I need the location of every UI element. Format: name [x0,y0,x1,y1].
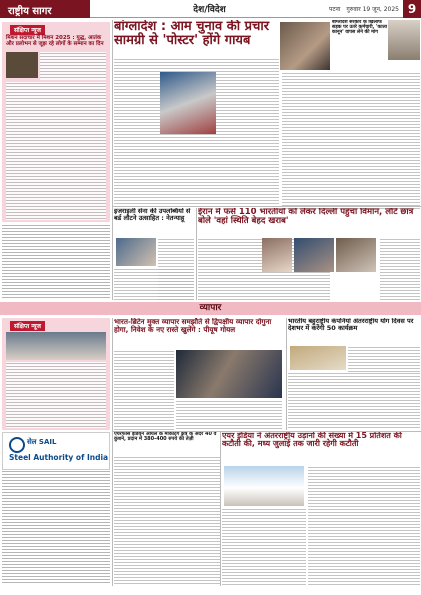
section-title: देश/विदेश [90,0,329,18]
portrait-photo [388,20,420,60]
iran-photo-2 [294,238,334,272]
sail-name: Steel Authority of India [9,453,109,462]
city-label: पटना [329,5,341,13]
masthead-meta [329,0,403,18]
body-text [288,372,420,430]
body-text [2,470,110,585]
business-banner: व्यापार [0,302,421,315]
lead-headline: बांग्लादेश : आम चुनाव की प्रचार सामग्री से 'पोस्टर' होंगे गायब [114,20,270,48]
air-india-headline: एयर इंडिया ने अंतरराष्ट्रीय उड़ानों की संख्या में 15 प्रतिशत की कटौती की, मध्य जुलाई तक जारी रहेगी कटौती [222,432,402,449]
body-text [348,346,420,372]
body-text [6,362,106,428]
body-text [282,72,420,210]
trade-headline: भारत-ब्रिटेन मुक्त व्यापार समझौते से द्विपक्षीय व्यापार दोगुना होगा, निवेश के नए रास्ते खुलेंगे : पीयूष गोयल [114,318,272,334]
left-lower-column [2,224,110,300]
bottom-left-photo [6,332,106,360]
bottom-left-box [2,318,110,430]
lead-headline-block [114,20,279,56]
left-item-headline: मिशन सदाचार में मिशन 2025 : युद्ध, आतंक और प्रलोभन से जूझ रहे लोगों के सम्मान का दिन [6,35,104,47]
center-photo [160,72,216,134]
body-text [308,466,420,586]
body-text [40,52,106,80]
body-text [380,238,420,300]
page-footer [0,589,421,595]
body-text [176,400,282,430]
masthead [0,0,421,18]
right-top-headline: बांग्लादेश सरकार के खिलाफ सड़क पर उतरे कर्मचारी, 'काला कानून' वापस लेने की मांग [332,20,387,36]
right-body [282,72,420,210]
yoga-photo [290,346,346,370]
sail-advert [2,432,110,470]
right-bottom-headline: भारतीय बहुराष्ट्रीय कंपनियां अंतरराष्ट्रीय योग दिवस पर देशभर में करेंगी 50 कार्यक्रम [288,318,414,332]
body-text [114,268,194,300]
sail-logo-icon [9,437,25,453]
israel-headline: इजराइली सेना की उपलब्धियों से बर्ड लौटने उत्साहित : नेतन्याहू [114,208,191,222]
section-tag: संक्षिप्त न्यूज [10,321,45,331]
aircraft-photo [224,466,304,506]
paper-name: राष्ट्रीय सागर [0,0,90,18]
trade-photo [176,350,282,398]
body-text [222,508,306,586]
mid-headline: एयरफोर्स इंडियन ऑयल के मार्केटिंग क्षेत्र के अंदर 40 वें कुशने, प्रदान में 380-400 रुपये की तेज़ी [114,432,217,443]
body-text [114,456,220,586]
left-news-box [2,22,110,222]
iran-headline: ईरान में फंसे 110 भारतीयों को लेकर दिल्ली पहुंचा विमान, लौटे छात्र बोले 'वहां स्थिति बेहद खराब' [198,208,414,226]
iran-photo-3 [336,238,376,272]
body-text [6,82,106,220]
date-label: गुरुवार 19 जून, 2025 [346,5,399,13]
sail-short: सेल SAIL [27,438,57,446]
section-tag: संक्षिप्त न्यूज [10,25,45,35]
page-number: 9 [403,0,421,18]
body-text [114,350,174,430]
lead-photo [280,22,330,70]
body-text [2,224,110,300]
iran-photo-1 [262,238,292,272]
